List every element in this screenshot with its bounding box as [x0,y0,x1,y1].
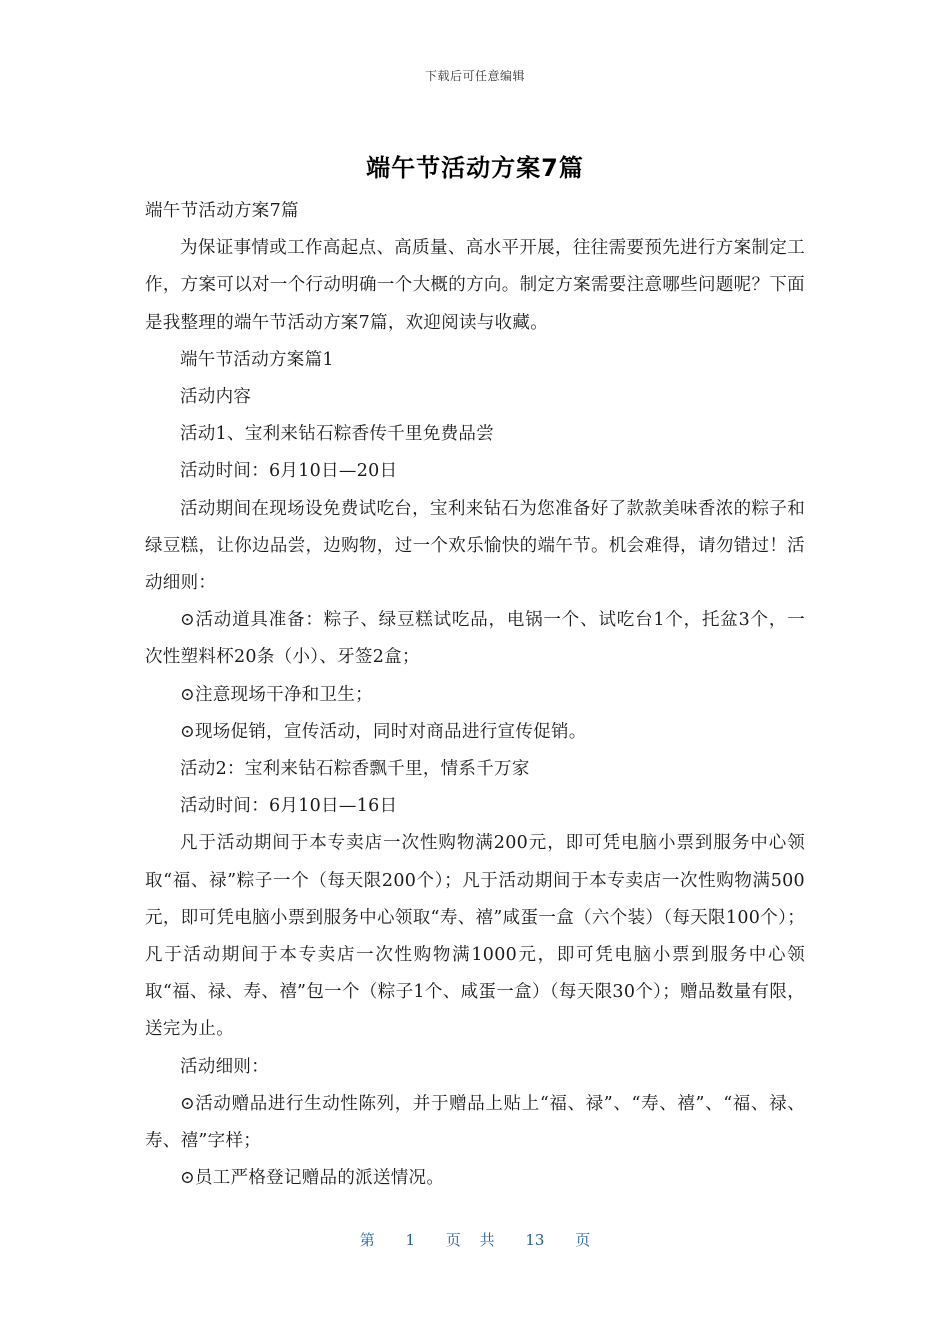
section-heading: 端午节活动方案篇1 [180,349,334,370]
footer-suffix: 页 [575,1231,591,1249]
paragraph: 活动内容 [180,387,252,408]
paragraph: 活动细则： [180,1056,269,1077]
page-footer [0,1229,950,1250]
paragraph-intro: 为保证事情或工作高起点、高质量、高水平开展，往往需要预先进行方案制定工作，方案可以对一个行动明确一个大概的方向。制定方案需要注意哪些问题呢？下面是我整理的端午节活动方案7篇，欢迎阅读与收藏。 [145,238,805,333]
bullet-paragraph: ⊙现场促销，宣传活动，同时对商品进行宣传促销。 [180,721,587,742]
paragraph-subtitle: 端午节活动方案7篇 [145,201,299,221]
paragraph: 活动1、宝利来钻石粽香传千里免费品尝 [180,424,495,445]
footer-mid: 页 共 [445,1231,495,1249]
paragraph: 凡于活动期间于本专卖店一次性购物满200元，即可凭电脑小票到服务中心领取“福、禄”粽子一个（每天限200个）；凡于活动期间于本专卖店一次性购物满500元，即可凭电脑小票到服务中心领取“寿、禧”咸蛋一盒（六个装）（每天限100个）；凡于活动期间于本专卖店一次性购物满1000元，即可凭电脑小票到服务中心领取“福、禄、寿、禧”包一个（粽子1个、咸蛋一盒）（每天限30个）；赠品数量有限，送完为止。 [145,833,805,1040]
document-title: 端午节活动方案7篇 [366,154,584,182]
footer-prefix: 第 [359,1231,375,1249]
footer-current-page: 1 [405,1231,416,1249]
paragraph: 活动时间：6月10日—20日 [180,461,398,482]
bullet-paragraph: ⊙注意现场干净和卫生； [180,684,373,705]
paragraph: 活动期间在现场设免费试吃台，宝利来钻石为您准备好了款款美味香浓的粽子和绿豆糕，让你边品尝，边购物，过一个欢乐愉快的端午节。机会难得，请勿错过！活动细则： [145,498,805,594]
document-body [145,193,805,1197]
paragraph: 活动2：宝利来钻石粽香飘千里，情系千万家 [180,759,530,780]
bullet-paragraph: ⊙活动赠品进行生动性陈列，并于赠品上贴上“福、禄”、“寿、禧”、“福、禄、寿、禧”字样； [145,1093,805,1152]
paragraph: 活动时间：6月10日—16日 [180,796,398,817]
header-note: 下载后可任意编辑 [424,69,525,83]
footer-total-pages: 13 [525,1231,545,1249]
bullet-paragraph: ⊙活动道具准备：粽子、绿豆糕试吃品，电锅一个、试吃台1个，托盆3个，一次性塑料杯20条（小）、牙签2盒； [145,610,805,668]
bullet-paragraph: ⊙员工严格登记赠品的派送情况。 [180,1168,445,1189]
